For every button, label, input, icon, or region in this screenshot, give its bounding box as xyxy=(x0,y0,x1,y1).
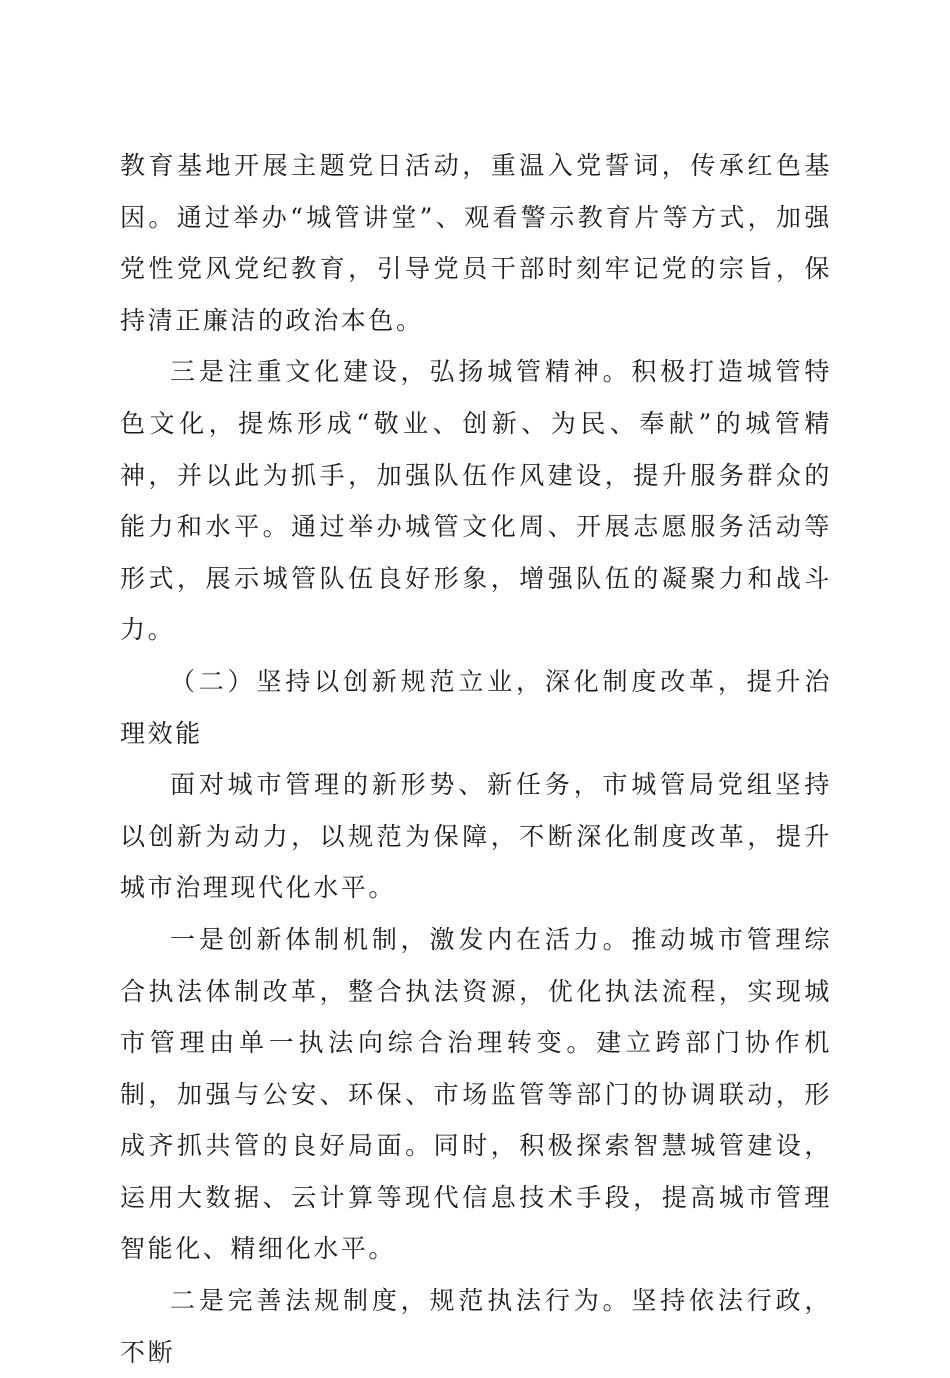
paragraph-regulations: 二是完善法规制度，规范执法行为。坚持依法行政，不断 xyxy=(120,1286,832,1367)
paragraph-institutional-innovation: 一是创新体制机制，激发内在活力。推动城市管理综合执法体制改革，整合执法资源，优化执法流程，实现城市管理由单一执法向综合治理转变。建立跨部门协作机制，加强与公安、环保、市场监管等部门的协调联动，形成齐抓共管的良好局面。同时，积极探索智慧城管建设，运用大数据、云计算等现代信息技术手段，提高城市管理智能化、精细化水平。 xyxy=(120,924,832,1264)
paragraph-culture-building: 三是注重文化建设，弘扬城管精神。积极打造城管特色文化，提炼形成“敬业、创新、为民、奉献”的城管精神，并以此为抓手，加强队伍作风建设，提升服务群众的能力和水平。通过举办城管文化周、开展志愿服务活动等形式，展示城管队伍良好形象，增强队伍的凝聚力和战斗力。 xyxy=(120,357,832,645)
document-body xyxy=(120,140,832,1378)
paragraph-party-education: 教育基地开展主题党日活动，重温入党誓词，传承红色基因。通过举办“城管讲堂”、观看警示教育片等方式，加强党性党风党纪教育，引导党员干部时刻牢记党的宗旨，保持清正廉洁的政治本色。 xyxy=(120,151,832,335)
paragraph-governance-intro: 面对城市管理的新形势、新任务，市城管局党组坚持以创新为动力，以规范为保障，不断深化制度改革，提升城市治理现代化水平。 xyxy=(120,770,832,903)
section-heading-innovation: （二）坚持以创新规范立业，深化制度改革，提升治理效能 xyxy=(120,666,832,748)
